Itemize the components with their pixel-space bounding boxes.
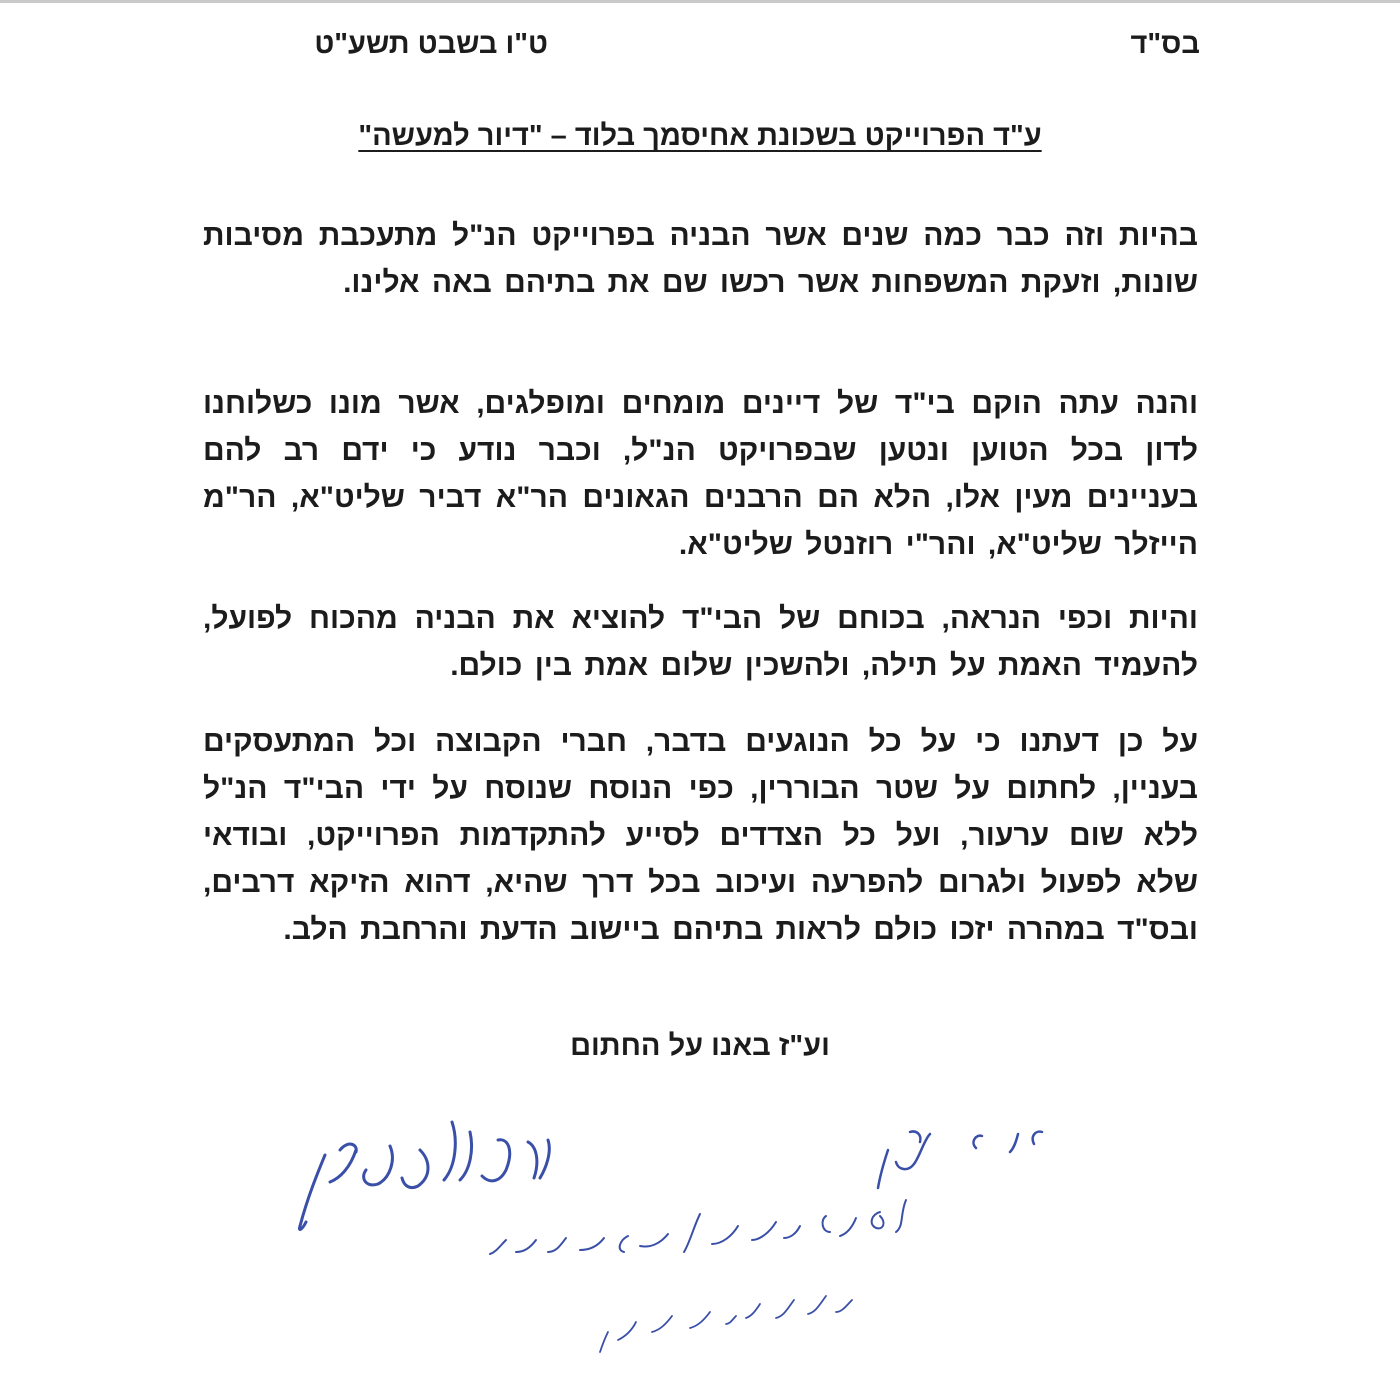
signature-note-middle	[490, 1200, 906, 1254]
bsd-header: בס"ד	[1130, 28, 1200, 60]
signature-left	[299, 1122, 549, 1229]
closing-line: וע"ז באנו על החתום	[570, 1030, 830, 1062]
paragraph-3: והיות וכפי הנראה, בכוחם של הבי"ד להוציא את הבניה מהכוח לפועל, להעמיד האמת על תילה, ולהשכין שלום אמת בין כולם.	[203, 602, 1198, 682]
hebrew-date: ט"ו בשבט תשע"ט	[314, 28, 548, 60]
signature-right-top	[878, 1131, 1042, 1188]
signature-note-bottom	[600, 1296, 852, 1352]
letter-title: ע"ד הפרוייקט בשכונת אחיסמך בלוד – "דיור למעשה"	[358, 120, 1042, 152]
paragraph-1: בהיות וזה כבר כמה שנים אשר הבניה בפרוייקט הנ"ל מתעכבת מסיבות שונות, וזעקת המשפחות אשר רכשו שם את בתיהם באה אלינו.	[203, 219, 1198, 299]
paragraph-4: על כן דעתנו כי על כל הנוגעים בדבר, חברי הקבוצה וכל המתעסקים בעניין, לחתום על שטר הבוררין, כפי הנוסח שנוסח על ידי הבי"ד הנ"ל ללא שום ערעור, ועל כל הצדדים לסייע להתקדמות הפרוייקט, ובודאי שלא לפעול ולגרום להפרעה ועיכוב בכל דרך שהיא, דהוא הזיקא דרבים, ובס"ד במהרה יזכו כולם לראות בתיהם ביישוב הדעת והרחבת הלב.	[203, 725, 1198, 946]
paragraph-2: והנה עתה הוקם בי"ד של דיינים מומחים ומופלגים, אשר מונו כשלוחנו לדון בכל הטוען ונטען שבפרויקט הנ"ל, וכבר נודע כי ידם רב להם בעניינים מעין אלו, הלא הם הרבנים הגאונים הר"א דביר שליט"א, הר"מ הייזלר שליט"א, והר"י רוזנטל שליט"א.	[203, 387, 1198, 561]
